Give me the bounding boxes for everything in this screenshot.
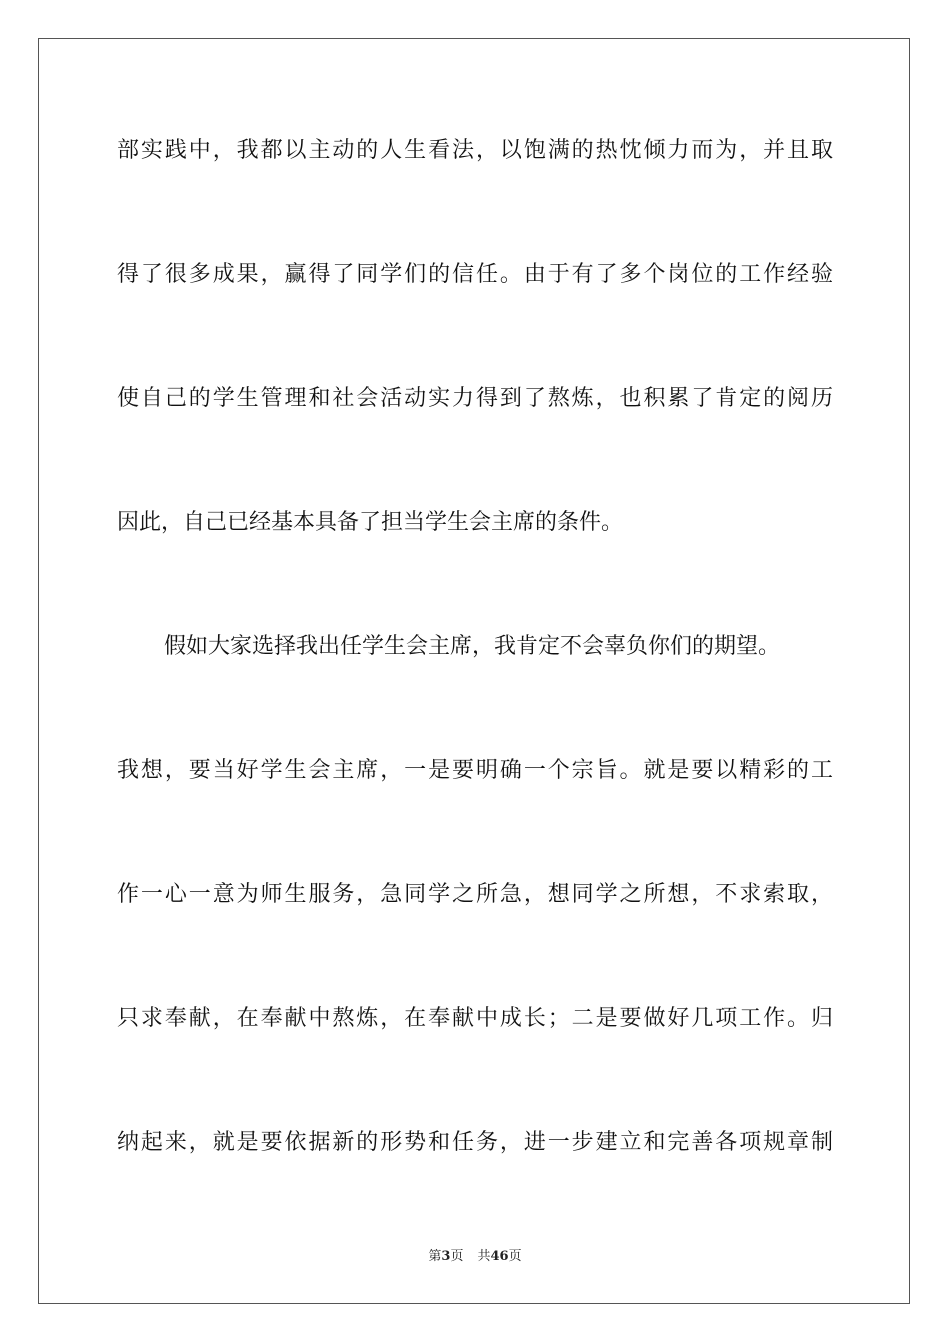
total-suffix: 页 bbox=[508, 1249, 522, 1264]
total-prefix: 共 bbox=[477, 1249, 491, 1264]
body-text-line: 纳起来，就是要依据新的形势和任务，进一步建立和完善各项规章制 bbox=[117, 1130, 833, 1155]
body-text-line: 因此，自己已经基本具备了担当学生会主席的条件。 bbox=[117, 510, 624, 535]
body-text-line: 部实践中，我都以主动的人生看法，以饱满的热忱倾力而为，并且取 bbox=[117, 138, 833, 163]
body-text-line: 只求奉献，在奉献中熬炼，在奉献中成长；二是要做好几项工作。归 bbox=[117, 1006, 833, 1031]
body-text-line: 得了很多成果，赢得了同学们的信任。由于有了多个岗位的工作经验 bbox=[117, 262, 833, 287]
page-frame bbox=[38, 38, 910, 1304]
page-prefix: 第 bbox=[428, 1249, 442, 1264]
body-text-line: 使自己的学生管理和社会活动实力得到了熬炼，也积累了肯定的阅历 bbox=[117, 386, 833, 411]
body-text-line: 作一心一意为师生服务，急同学之所急，想同学之所想，不求索取， bbox=[117, 882, 833, 907]
page-suffix: 页 bbox=[450, 1249, 464, 1264]
page-number: 3 bbox=[441, 1249, 451, 1264]
total-pages: 46 bbox=[490, 1249, 509, 1264]
body-text-line: 我想，要当好学生会主席，一是要明确一个宗旨。就是要以精彩的工 bbox=[117, 758, 833, 783]
page-footer bbox=[0, 1248, 950, 1266]
paragraph-first-line: 假如大家选择我出任学生会主席，我肯定不会辜负你们的期望。 bbox=[164, 634, 781, 659]
